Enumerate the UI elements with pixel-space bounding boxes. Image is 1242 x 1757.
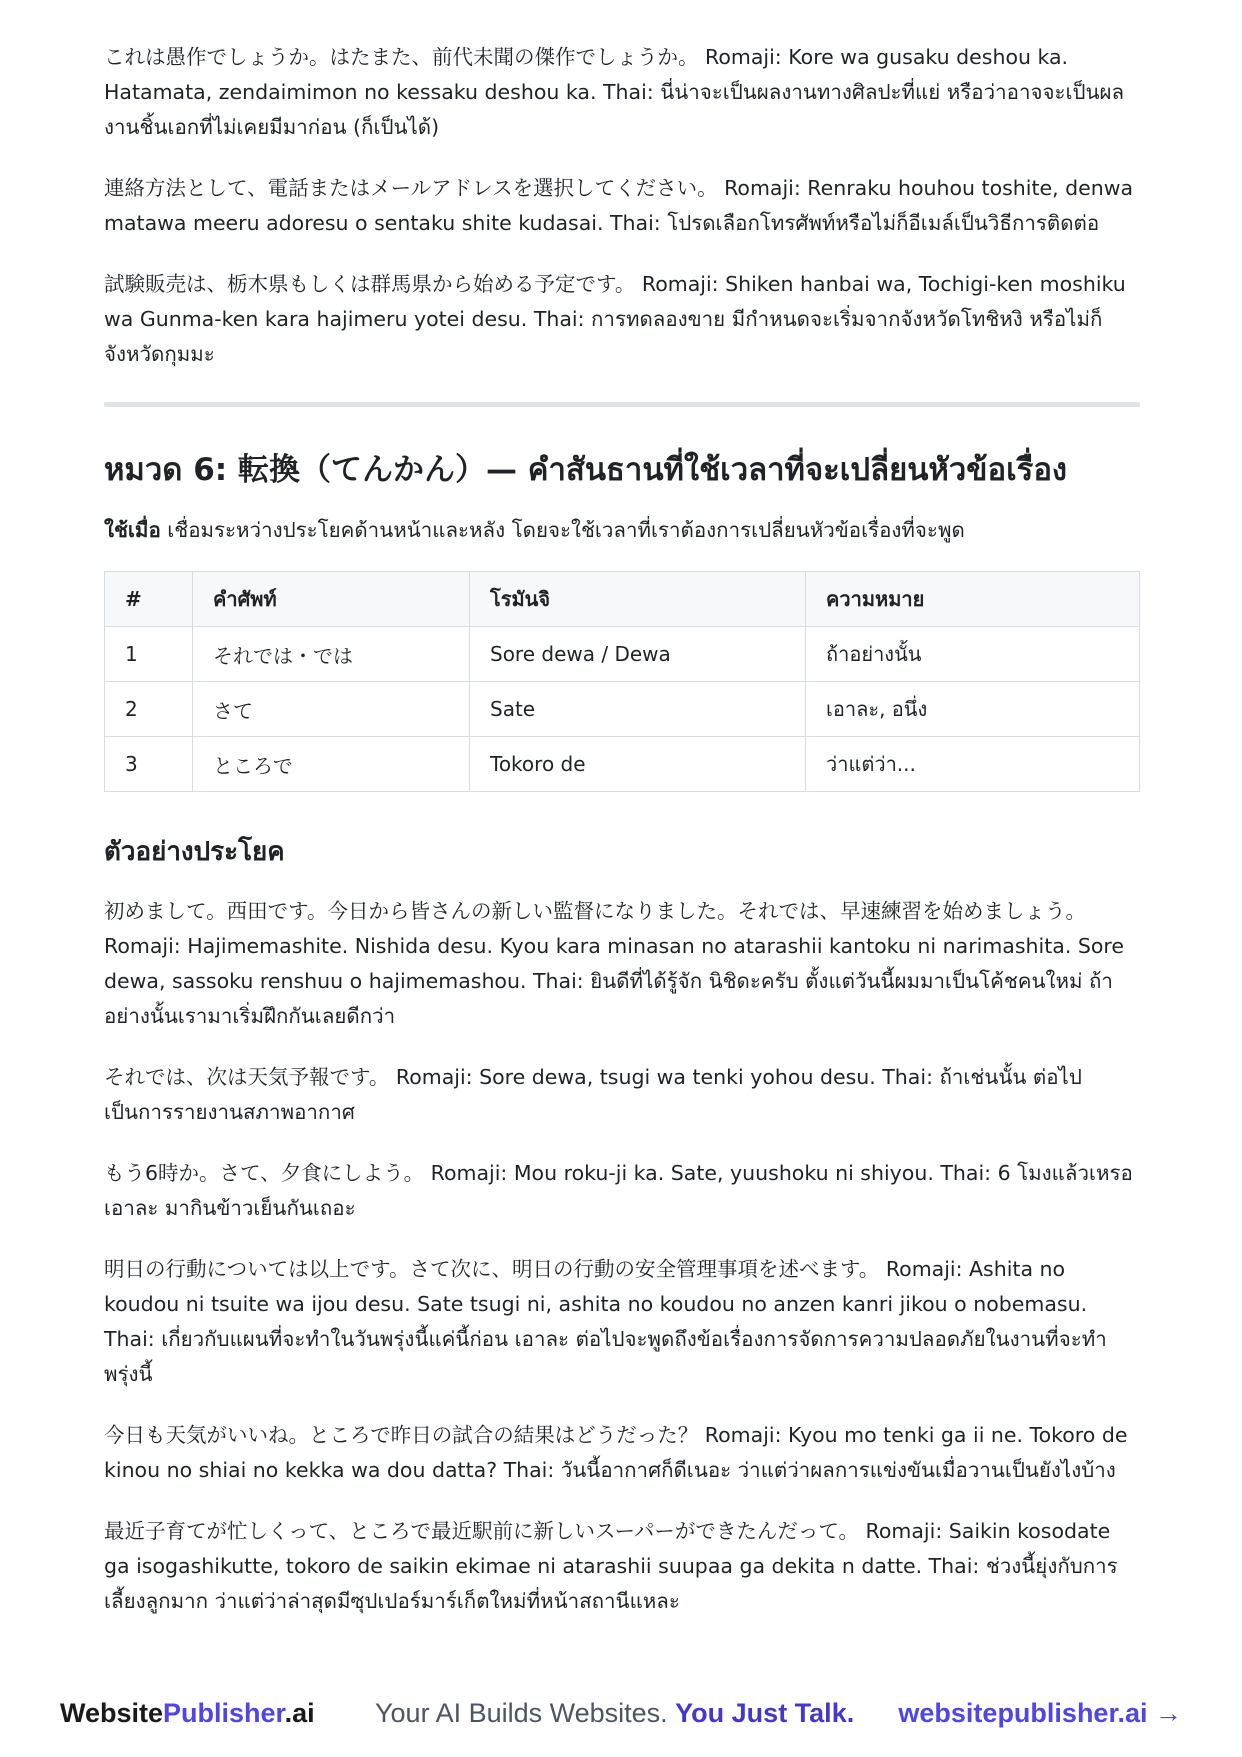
table-cell: Sate xyxy=(470,682,806,737)
tagline xyxy=(375,1698,854,1729)
column-header: ความหมาย xyxy=(806,572,1140,627)
vocabulary-table xyxy=(104,571,1140,792)
column-header: โรมันจิ xyxy=(470,572,806,627)
paragraph: これは愚作でしょうか。はたまた、前代未聞の傑作でしょうか。 Romaji: Kore wa gusaku deshou ka. Hatamata, zendaimimon no kessaku deshou ka. Thai: นี่น่าจะเป็นผลงานทางศิลปะที่แย่ หรือว่าอาจจะเป็นผลงานชิ้นเอกที่ไม่เคยมีมาก่อน (ก็เป็นได้) xyxy=(104,45,1125,139)
example-sentence: もう6時か。さて、夕食にしよう。 Romaji: Mou roku-ji ka. Sate, yuushoku ni shiyou. Thai: 6 โมงแล้วเหรอ เอาละ มากินข้าวเย็นกันเถอะ xyxy=(104,1161,1133,1220)
table-cell: เอาละ, อนึ่ง xyxy=(806,682,1140,737)
example-sentence: それでは、次は天気予報です。 Romaji: Sore dewa, tsugi wa tenki yohou desu. Thai: ถ้าเช่นนั้น ต่อไปเป็นการรายงานสภาพอากาศ xyxy=(104,1065,1082,1124)
table-row xyxy=(105,627,1140,682)
paragraph: 連絡方法として、電話またはメールアドレスを選択してください。 Romaji: Renraku houhou toshite, denwa matawa meeru adoresu o sentaku shite kudasai. Thai: โปรดเลือกโทรศัพท์หรือไม่ก็อีเมล์เป็นวิธีการติดต่อ xyxy=(104,176,1134,235)
usage-note xyxy=(104,513,1140,547)
table-cell: それでは・では xyxy=(193,627,470,682)
examples-heading: ตัวอย่างประโยค xyxy=(104,837,285,867)
tagline-main: Your AI Builds Websites. xyxy=(375,1698,676,1728)
table-header-row xyxy=(105,572,1140,627)
column-header: คำศัพท์ xyxy=(193,572,470,627)
usage-label: ใช้เมื่อ xyxy=(104,518,161,542)
footer-bar xyxy=(0,1690,1242,1740)
example-sentence: 明日の行動については以上です。さて次に、明日の行動の安全管理事項を述べます。 Romaji: Ashita no koudou ni tsuite wa ijou desu. Sate tsugi ni, ashita no koudou no anzen kanri jikou o nobemasu. Thai: เกี่ยวกับแผนที่จะทำในวันพรุ่งนี้แค่นี้ก่อน เอาละ ต่อไปจะพูดถึงข้อเรื่องการจัดการความปลอดภัยในงานที่จะทำพรุ่งนี้ xyxy=(104,1257,1107,1386)
table-cell: Tokoro de xyxy=(470,737,806,792)
section-divider xyxy=(104,402,1140,407)
table-cell: ว่าแต่ว่า... xyxy=(806,737,1140,792)
table-cell: 1 xyxy=(105,627,193,682)
table-cell: Sore dewa / Dewa xyxy=(470,627,806,682)
table-cell: ところで xyxy=(193,737,470,792)
brand-main: Website xyxy=(60,1698,164,1728)
table-cell: 3 xyxy=(105,737,193,792)
brand-logo[interactable] xyxy=(60,1698,315,1729)
example-sentence: 今日も天気がいいね。ところで昨日の試合の結果はどうだった？ Romaji: Kyou mo tenki ga ii ne. Tokoro de kinou no shiai no kekka wa dou datta? Thai: วันนี้อากาศก็ดีเนอะ ว่าแต่ว่าผลการแข่งขันเมื่อวานเป็นยังไงบ้าง xyxy=(104,1423,1128,1482)
table-row xyxy=(105,682,1140,737)
brand-accent: Publisher xyxy=(163,1698,285,1728)
website-link[interactable]: websitepublisher.ai → xyxy=(898,1698,1182,1728)
section-title: หมวด 6: 転換（てんかん）— คำสันธานที่ใช้เวลาที่จะเปลี่ยนหัวข้อเรื่อง xyxy=(104,452,1068,488)
brand-suffix: .ai xyxy=(284,1698,315,1728)
tagline-accent: You Just Talk. xyxy=(675,1698,855,1728)
table-cell: 2 xyxy=(105,682,193,737)
table-row xyxy=(105,737,1140,792)
usage-text: เชื่อมระหว่างประโยคด้านหน้าและหลัง โดยจะใช้เวลาที่เราต้องการเปลี่ยนหัวข้อเรื่องที่จะพูด xyxy=(160,518,965,542)
paragraph: 試験販売は、栃木県もしくは群馬県から始める予定です。 Romaji: Shiken hanbai wa, Tochigi-ken moshiku wa Gunma-ken kara hajimeru yotei desu. Thai: การทดลองขาย มีกำหนดจะเริ่มจากจังหวัดโทชิหงิ หรือไม่ก็จังหวัดกุมมะ xyxy=(104,272,1126,366)
example-sentence: 最近子育てが忙しくって、ところで最近駅前に新しいスーパーができたんだって。 Romaji: Saikin kosodate ga isogashikutte, tokoro de saikin ekimae ni atarashii suupaa ga dekita n datte. Thai: ช่วงนี้ยุ่งกับการเลี้ยงลูกมาก ว่าแต่ว่าล่าสุดมีซุปเปอร์มาร์เก็ตใหม่ที่หน้าสถานีแหละ xyxy=(104,1519,1118,1613)
document-body xyxy=(104,40,1140,1645)
column-header: # xyxy=(105,572,193,627)
example-sentence: 初めまして。西田です。今日から皆さんの新しい監督になりました。それでは、早速練習を始めましょう。 Romaji: Hajimemashite. Nishida desu. Kyou kara minasan no atarashii kantoku ni narimashita. Sore dewa, sassoku renshuu o hajimemashou. Thai: ยินดีที่ได้รู้จัก นิชิดะครับ ตั้งแต่วันนี้ผมมาเป็นโค้ชคนใหม่ ถ้าอย่างนั้นเรามาเริ่มฝึกกันเลยดีกว่า xyxy=(104,899,1124,1028)
table-cell: ถ้าอย่างนั้น xyxy=(806,627,1140,682)
table-cell: さて xyxy=(193,682,470,737)
